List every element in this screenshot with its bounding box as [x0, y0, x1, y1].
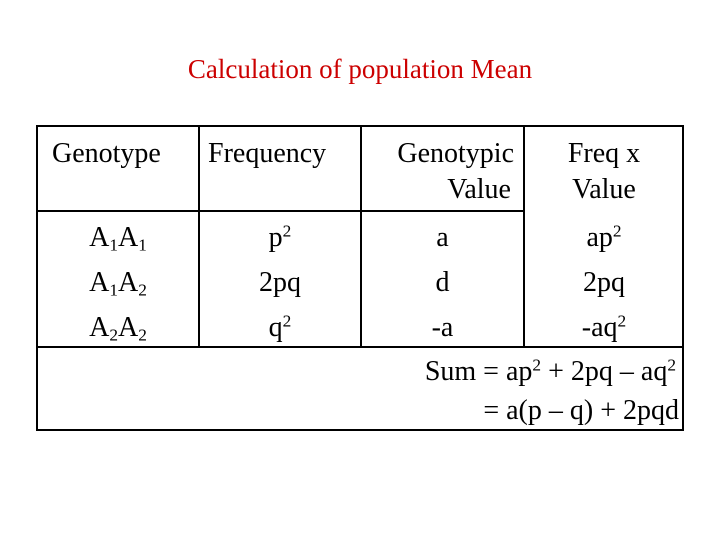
header-genotypic-line2: Value: [447, 174, 511, 205]
header-genotype: Genotype: [52, 138, 161, 169]
product-cell: $ap^2$: [586, 221, 622, 253]
sum-line-1: Sum = $ap^2 + 2pq - aq^2$: [424, 355, 676, 387]
body-bottom-divider: [38, 346, 683, 348]
header-divider: [38, 210, 523, 212]
slide-title: Calculation of population Mean: [187, 54, 533, 84]
genotype-cell: $A_2A_2$: [89, 312, 147, 345]
header-freq-x-value-line2: Value: [572, 174, 636, 205]
genotypic-value-cell: a: [436, 222, 449, 253]
header-freq-x-value-line1: Freq x: [567, 138, 641, 169]
product-cell: $-aq^2$: [581, 311, 627, 343]
genotype-cell: $A_1A_2$: [89, 267, 147, 300]
product-cell: 2pq: [583, 267, 625, 298]
mean-calculation-table: [36, 125, 684, 431]
sum-line-2: = a(p – q) + 2pqd: [483, 395, 679, 426]
genotypic-value-cell: -a: [431, 312, 454, 343]
frequency-cell: $q^2$: [268, 311, 292, 343]
header-frequency: Frequency: [208, 138, 327, 169]
frequency-cell: $p^2$: [268, 221, 292, 253]
header-genotypic-line1: Genotypic: [397, 138, 514, 169]
genotypic-value-cell: d: [435, 267, 450, 298]
genotype-cell: $A_1A_1$: [89, 222, 147, 255]
frequency-cell: 2pq: [259, 267, 301, 298]
